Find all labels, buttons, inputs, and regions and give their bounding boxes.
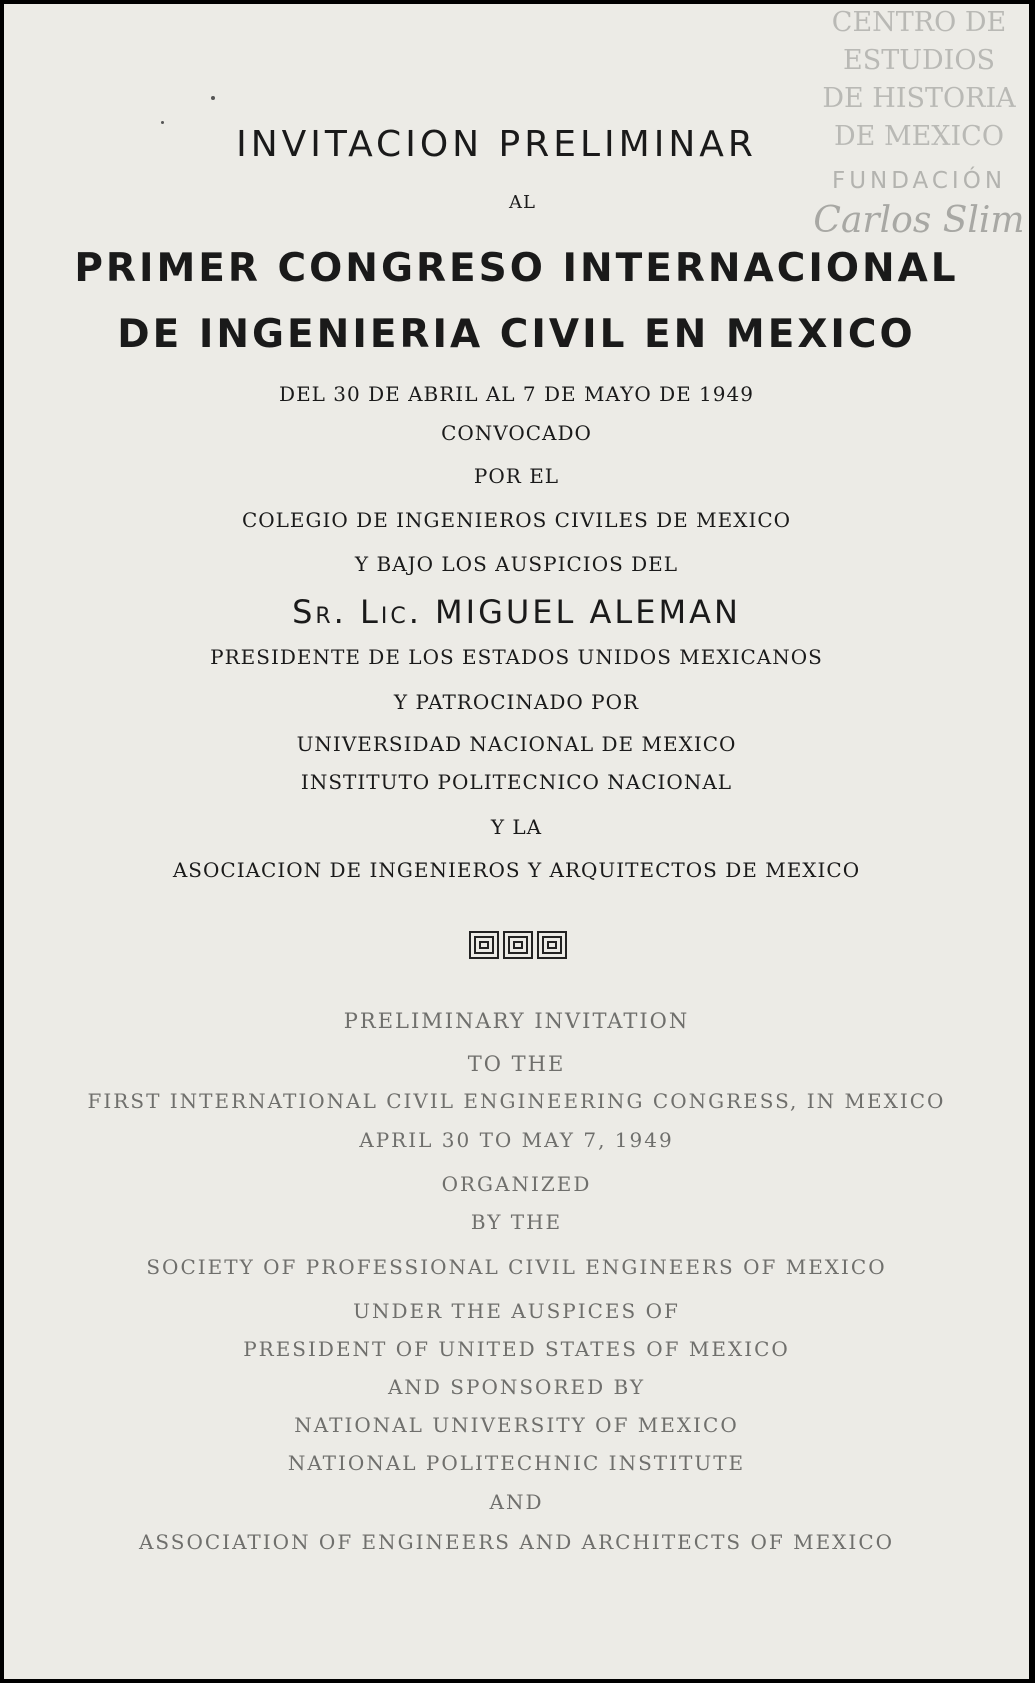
sponsored-line: AND SPONSORED BY bbox=[387, 1375, 646, 1399]
asociacion-line: ASOCIACION DE INGENIEROS Y ARQUITECTOS DE MEXICO bbox=[172, 858, 861, 882]
university-line: NATIONAL UNIVERSITY OF MEXICO bbox=[294, 1413, 739, 1437]
congress-title-line-1: PRIMER CONGRESO INTERNACIONAL bbox=[74, 246, 959, 291]
association-line: ASSOCIATION OF ENGINEERS AND ARCHITECTS OF MEXICO bbox=[138, 1530, 895, 1554]
por-el-line: POR EL bbox=[473, 464, 560, 488]
ipn-line: INSTITUTO POLITECNICO NACIONAL bbox=[300, 770, 733, 794]
colegio-line: COLEGIO DE INGENIEROS CIVILES DE MEXICO bbox=[241, 508, 792, 532]
society-line: SOCIETY OF PROFESSIONAL CIVIL ENGINEERS OF MEXICO bbox=[146, 1255, 887, 1279]
patrocinado-line: Y PATROCINADO POR bbox=[393, 690, 640, 714]
invitation-title: INVITACION PRELIMINAR bbox=[236, 124, 757, 165]
president-name: Sr. Lic. MIGUEL ALEMAN bbox=[292, 593, 741, 631]
unam-line: UNIVERSIDAD NACIONAL DE MEXICO bbox=[296, 732, 737, 756]
watermark-foundation: FUNDACIÓN bbox=[831, 168, 1007, 194]
congress-dates: DEL 30 DE ABRIL AL 7 DE MAYO DE 1949 bbox=[279, 382, 754, 406]
english-dates: APRIL 30 TO MAY 7, 1949 bbox=[359, 1128, 674, 1152]
congress-title-line-2: DE INGENIERIA CIVIL EN MEXICO bbox=[117, 312, 916, 357]
and-line: AND bbox=[489, 1490, 544, 1514]
greek-key-icon bbox=[468, 930, 568, 960]
watermark-line: DE MEXICO bbox=[834, 121, 1004, 152]
invitation-page bbox=[4, 4, 1029, 1679]
president-title: PRESIDENTE DE LOS ESTADOS UNIDOS MEXICANOS bbox=[210, 645, 823, 669]
english-congress-line: FIRST INTERNATIONAL CIVIL ENGINEERING CONGRESS, IN MEXICO bbox=[87, 1089, 946, 1113]
al-line: AL bbox=[509, 192, 536, 213]
y-la-line: Y LA bbox=[490, 815, 543, 839]
convocado-line: CONVOCADO bbox=[441, 421, 592, 445]
watermark-signature: Carlos Slim bbox=[813, 200, 1025, 241]
polytechnic-line: NATIONAL POLITECHNIC INSTITUTE bbox=[287, 1451, 746, 1475]
watermark-line: CENTRO DE bbox=[831, 7, 1007, 38]
english-president-line: PRESIDENT OF UNITED STATES OF MEXICO bbox=[243, 1337, 790, 1361]
organized-line: ORGANIZED bbox=[441, 1172, 592, 1196]
to-the-line: TO THE bbox=[467, 1052, 566, 1076]
speck-mark bbox=[211, 96, 215, 100]
watermark-line: DE HISTORIA bbox=[822, 83, 1016, 114]
watermark-line: ESTUDIOS bbox=[843, 45, 995, 76]
by-the-line: BY THE bbox=[470, 1210, 563, 1234]
auspicios-line: Y BAJO LOS AUSPICIOS DEL bbox=[354, 552, 679, 576]
auspices-line: UNDER THE AUSPICES OF bbox=[353, 1299, 680, 1323]
english-title: PRELIMINARY INVITATION bbox=[343, 1009, 690, 1033]
